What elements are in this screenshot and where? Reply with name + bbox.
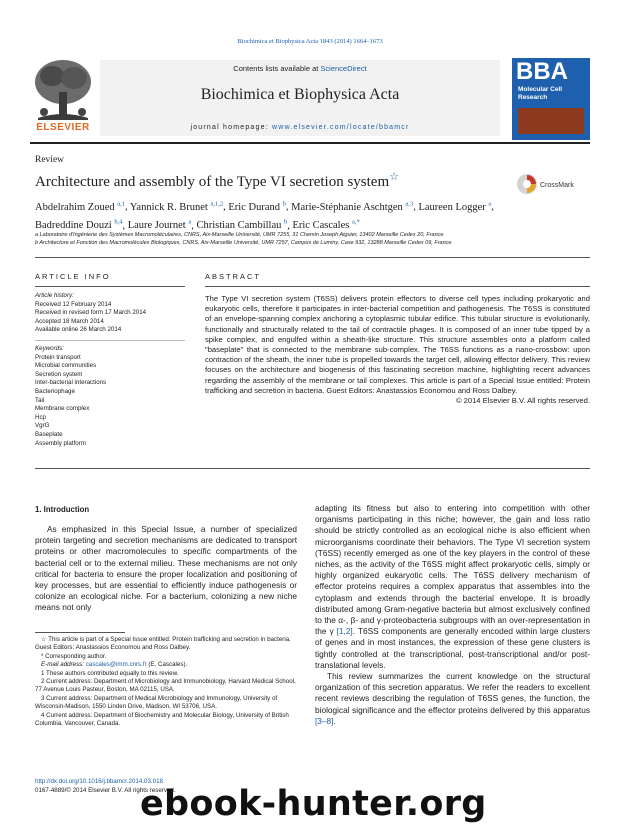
author[interactable]: Marie-Stéphanie Aschtgen $^{a,3}$ xyxy=(291,200,414,213)
intro-paragraph-continued: adapting its fitness but also to entering into competition with other organisms participating in this niche; however, the gain and loss ratio should be strictly controlled as an ecological niche is also efficient when microorganisms coordinate their behaviors. The Type VI secretion system (T6SS) recently emerged as one of the key players in the control of these niches, as the activity of the T6SS might affect prokaryotic cells, simply or highly organized eukaryotic cells. The T6SS delivery mechanism of effector proteins requires a complex apparatus that assembles into the cytoplasm and extends through the bacterial envelope. It is broadly distributed among Gram-negative bacteria but almost exclusively confined to the α-, β- and γ-proteobacteria subgroups with an over-representation in the γ [1,2]. T6SS components are generally encoded within large clusters of genes and in most instances, the expression of these gene clusters is tightly controlled at the transcriptional, post-transcriptional and/or post-translational levels. xyxy=(315,503,590,670)
keyword: Protein transport xyxy=(35,353,81,361)
elsevier-wordmark: ELSEVIER xyxy=(36,122,90,133)
issn-line: 0167-4889/© 2014 Elsevier B.V. All rights reserved. xyxy=(35,787,176,794)
keyword: VgrG xyxy=(35,422,50,430)
keywords-box xyxy=(35,345,185,448)
author[interactable]: Eric Cascales $^{a,*}$ xyxy=(292,218,360,231)
author[interactable]: Abdelrahim Zoued $^{a,1}$ xyxy=(35,200,125,213)
footnote: ☆ This article is part of a Special Issue entitled: Protein trafficking and secretion in bacteria. Guest Editors: Anastassios Economou and Ross Dalbey. xyxy=(35,636,291,652)
section-heading-introduction: 1. Introduction xyxy=(35,505,90,514)
article-title xyxy=(35,170,399,191)
article-title-text: Architecture and assembly of the Type VI secretion system xyxy=(35,174,390,190)
author[interactable]: Laure Journet $^a$ xyxy=(127,218,192,231)
footnote: 1 These authors contributed equally to this review. xyxy=(41,669,179,677)
crossmark-label: CrossMark xyxy=(540,182,574,189)
homepage-link[interactable]: www.elsevier.com/locate/bbamcr xyxy=(271,124,410,131)
info-rule xyxy=(35,286,185,287)
author[interactable]: Yannick R. Brunet $^{a,1,2}$ xyxy=(129,200,224,213)
header-rule xyxy=(30,142,590,144)
article-history xyxy=(35,292,185,335)
body-right-column xyxy=(315,503,590,727)
author[interactable]: Eric Durand $^b$ xyxy=(228,200,286,213)
sciencedirect-link[interactable]: ScienceDirect xyxy=(320,64,367,73)
body-rule xyxy=(35,468,590,469)
keyword: Membrane complex xyxy=(35,405,90,413)
footnote: * Corresponding author. xyxy=(41,652,107,660)
journal-citation[interactable]: Biochimica et Biophysica Acta 1843 (2014) 1664–1673 xyxy=(237,38,383,45)
footnotes xyxy=(35,636,297,728)
title-footnote-star[interactable]: ☆ xyxy=(389,171,400,183)
doi-link[interactable]: http://dx.doi.org/10.1016/j.bbamcr.2014.03.018 xyxy=(35,778,163,785)
journal-cover[interactable] xyxy=(512,58,590,140)
keyword: Secretion system xyxy=(35,370,83,378)
footnote: 3 Current address: Department of Medical Microbiology and Immunology, University of Wisconsin-Madison, 1550 Linden Drive, Madison, WI 53706, USA. xyxy=(35,694,278,711)
journal-title: Biochimica et Biophysica Acta xyxy=(200,86,400,103)
contents-line xyxy=(100,64,500,73)
cover-image xyxy=(518,108,584,134)
homepage-prefix: journal homepage: xyxy=(190,124,272,131)
abstract-heading: ABSTRACT xyxy=(205,272,262,281)
keyword: Baseplate xyxy=(35,430,63,438)
history-item: Accepted 18 March 2014 xyxy=(35,317,104,325)
keyword: Hcp xyxy=(35,413,47,421)
history-item: Available online 26 March 2014 xyxy=(35,326,122,334)
abstract-text: The Type VI secretion system (T6SS) delivers protein effectors to diverse cell types including prokaryotic and eukaryotic cells, therefore it participates in inter-bacterial competition and pathogenesis. The T6SS is constituted of an envelope-spanning complex anchoring a cytoplasmic tubular edifice. This tubular structure is evolutionarily, functionally and structurally related to the tail of contractile phages. It is composed of an inner tube tipped by a spike complex, and engulfed within a sheath-like structure. This structure assembles onto a platform called "baseplate" that is connected to the membrane sub-complex. The T6SS functions as a nano-crossbow: upon contraction of the sheath, the inner tube is propelled towards the target cell, allowing effector delivery. This review focuses on the architecture and biogenesis of this fascinating secretion machine, highlighting recent advances regarding the assembly of the membrane or tail complexes. This article is part of a Special Issue entitled: Protein trafficking and secretion in bacteria. Guest Editors: Anastassios Economou and Ross Dalbey. xyxy=(205,294,590,395)
abstract-rule xyxy=(205,286,590,287)
keyword: Bacteriophage xyxy=(35,387,75,395)
keywords-rule xyxy=(35,340,185,341)
watermark: ebook-hunter.org xyxy=(140,784,487,824)
keyword: Inter-bacterial interactions xyxy=(35,379,107,387)
history-label: Article history: xyxy=(35,292,74,299)
crossmark-badge[interactable] xyxy=(516,172,590,196)
author[interactable]: Christian Cambillau $^b$ xyxy=(196,218,288,231)
journal-homepage xyxy=(100,124,500,131)
intro-paragraph: This review summarizes the current knowledge on the structural organization of this secretion apparatus. We refer the readers to excellent recent reviews describing the regulation of T6SS genes, the function, the biological significance and the effector proteins delivered by this apparatus [3–8]. xyxy=(315,671,590,726)
footnote: 2 Current address: Department of Microbiology and Immunobiology, Harvard Medical School, 77 Avenue Louis Pasteur, Boston, MA 02115, USA. xyxy=(35,678,296,694)
abstract-copyright: © 2014 Elsevier B.V. All rights reserved. xyxy=(455,396,590,406)
footnote: 4 Current address: Department of Biochemistry and Molecular Biology, University of British Columbia, Vancouver, Canada. xyxy=(35,711,289,728)
body-left-column xyxy=(35,524,297,614)
footnote-rule xyxy=(35,632,125,633)
cover-subtitle: Molecular Cell Research xyxy=(518,86,563,101)
keywords-label: Keywords: xyxy=(35,345,64,352)
email-link[interactable]: cascales@imm.cnrs.fr xyxy=(85,661,147,669)
meta-rule xyxy=(35,257,590,258)
reference-link[interactable]: [1,2] xyxy=(336,626,353,637)
abstract-body xyxy=(205,294,590,406)
footnote-email: E-mail address: cascales@imm.cnrs.fr (E. Cascales). xyxy=(41,661,188,669)
intro-paragraph: As emphasized in this Special Issue, a number of specialized protein targeting and secretion mechanisms are dedicated to transport proteins or other macromolecules to specific compartments of the bacterial cell or to the external milieu. These mechanisms are not only critical for bacteria to ensure the proper localization and positioning of key processes, but are essential to efficiently induce pathogenesis or colonize an ecological niche. For a bacterium, colonizing a new niche means not only xyxy=(35,524,297,613)
reference-link[interactable]: [3–8] xyxy=(315,715,334,726)
keyword: Microbial communities xyxy=(35,362,97,370)
article-info-heading: ARTICLE INFO xyxy=(35,272,111,281)
author[interactable]: Badreddine Douzi $^{b,4}$ xyxy=(35,218,123,231)
keyword: Assembly platform xyxy=(35,439,86,447)
history-item: Received 12 February 2014 xyxy=(35,300,112,308)
affiliation-b: b Architecture et Fonction des Macromolécules Biologiques, CNRS, Aix-Marseille Université, UMR 7257, Campus de Luminy, Case 932, 13288 Marseille Cedex 09, France xyxy=(35,240,452,246)
cover-title: BBA xyxy=(516,58,568,85)
history-item: Received in revised form 17 March 2014 xyxy=(35,309,147,317)
author[interactable]: Laureen Logger $^a$ xyxy=(418,200,492,213)
contents-prefix: Contents lists available at xyxy=(233,64,321,73)
article-section: Review xyxy=(35,155,65,165)
affiliation-a: a Laboratoire d'Ingénierie des Systèmes Macromoléculaires, CNRS, Aix-Marseille Université, UMR 7255, 31 Chemin Joseph Aiguier, 13402 Marseille Cedex 20, France xyxy=(35,232,444,238)
author-list: Abdelrahim Zoued $^{a,1}$, Yannick R. Brunet $^{a,1,2}$, Eric Durand $^b$, Marie-Stéphanie Aschtgen $^{a,3}$, Laureen Logger $^a$, Badreddine Douzi $^{b,4}$, Laure Journet $^a$, Christian Cambillau $^b$, Eric Cascales $^{a,*}$ xyxy=(35,200,494,231)
keyword: Tail xyxy=(35,396,45,404)
